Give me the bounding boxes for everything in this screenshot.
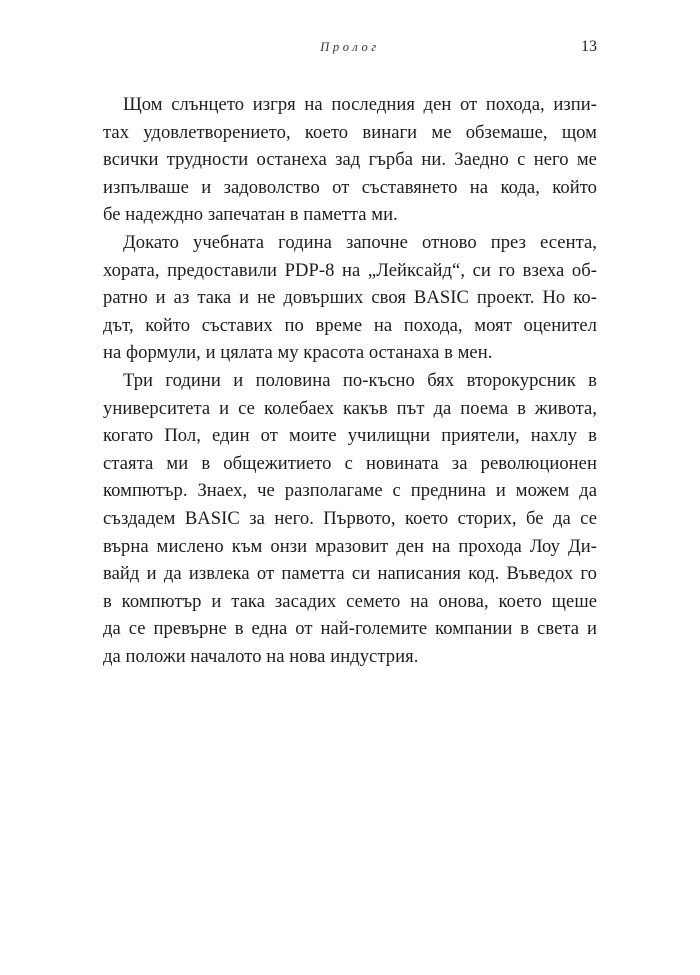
text-line: компютър. Знаех, че разполагаме с преднина и можем да <box>103 480 597 502</box>
text-line: когато Пол, един от моите училищни приятели, нахлу в <box>103 425 597 447</box>
text-line: стаята ми в общежитието с новината за революционен <box>103 452 597 474</box>
text-line: Три години и половина по-късно бях второкурсник в <box>123 369 597 391</box>
text-line: ратно и аз така и не довърших своя BASIC проект. Но ко- <box>103 287 597 309</box>
text-line: Щом слънцето изгря на последния ден от похода, изпи- <box>123 94 597 115</box>
text-line: на формули, и цялата му красота останаха в мен. <box>103 342 493 364</box>
text-line: бе надеждно запечатан в паметта ми. <box>103 204 398 226</box>
paragraph <box>103 91 597 229</box>
text-line: изпълваше и задоволство от съставянето на кода, който <box>103 176 597 198</box>
running-header <box>0 38 700 58</box>
chapter-title: Пролог <box>320 40 380 54</box>
body-text <box>103 91 597 670</box>
text-line: да се превърне в една от най-големите компании в света и <box>103 618 597 640</box>
text-line: тах удовлетворението, което винаги ме обземаше, щом <box>103 121 597 143</box>
text-line: вайд и да извлека от паметта си написания код. Въведох го <box>103 563 597 585</box>
text-line: в компютър и така засадих семето на онова, което щеше <box>103 590 597 612</box>
text-line: всички трудности останеха зад гърба ни. Заедно с него ме <box>103 149 597 171</box>
text-line: дът, който съставих по време на похода, моят оценител <box>103 314 597 336</box>
text-line: да положи началото на нова индустрия. <box>103 645 419 667</box>
paragraph <box>103 367 597 671</box>
text-line: върна мислено към онзи мразовит ден на прохода Лоу Ди- <box>103 535 597 557</box>
text-line: университета и се колебаех какъв път да поема в живота, <box>103 397 597 419</box>
paragraph <box>103 229 597 367</box>
text-line: създадем BASIC за него. Първото, което сторих, бе да се <box>103 507 597 529</box>
text-line: хората, предоставили PDP-8 на „Лейксайд“, си го взеха об- <box>103 259 597 281</box>
page-number: 13 <box>581 38 597 55</box>
text-line: Докато учебната година започне отново през есента, <box>123 231 597 253</box>
